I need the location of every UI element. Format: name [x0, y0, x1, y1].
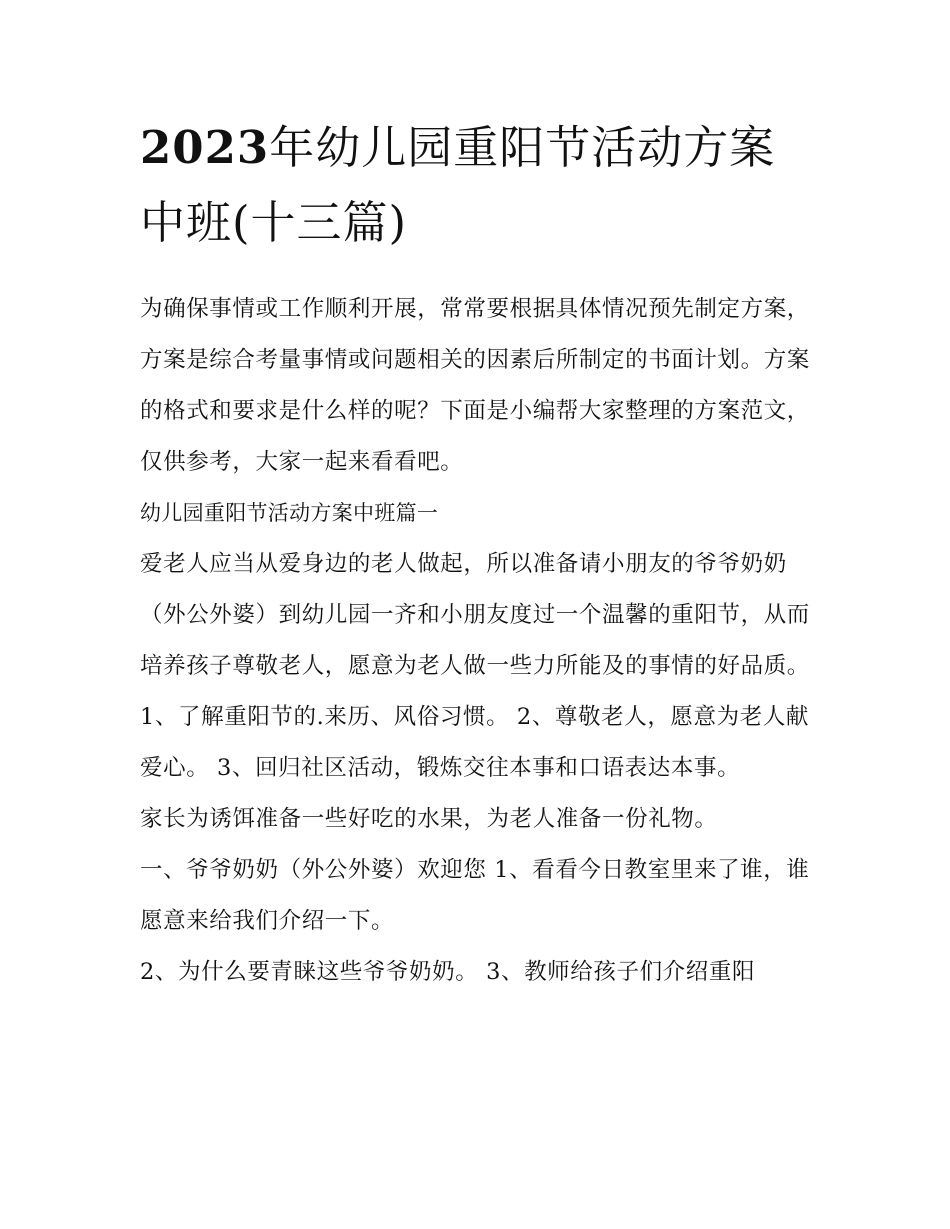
- title-year: 2023: [140, 121, 270, 174]
- body-paragraph: 1、了解重阳节的.来历、风俗习惯。 2、尊敬老人，愿意为老人献爱心。 3、回归社区活动，锻炼交往本事和口语表达本事。: [140, 704, 810, 781]
- title-text: 年幼儿园重阳节活动方案中班(十三篇): [140, 121, 776, 249]
- body-paragraph: 爱老人应当从爱身边的老人做起，所以准备请小朋友的爷爷奶奶（外公外婆）到幼儿园一齐和小朋友度过一个温馨的重阳节，从而培养孩子尊敬老人，愿意为老人做一些力所能及的事情的好品质。: [140, 551, 810, 679]
- body-paragraph: 2、为什么要青睐这些爷爷奶奶。 3、教师给孩子们介绍重阳: [140, 959, 756, 985]
- body-paragraph: 一、爷爷奶奶（外公外婆）欢迎您 1、看看今日教室里来了谁，谁愿意来给我们介绍一下。: [140, 857, 810, 934]
- intro-paragraph: 为确保事情或工作顺利开展，常常要根据具体情况预先制定方案，方案是综合考量事情或问题相关的因素后所制定的书面计划。方案的格式和要求是什么样的呢？下面是小编帮大家整理的方案范文，仅供参考，大家一起来看看吧。: [140, 296, 810, 475]
- document-title: [140, 110, 815, 260]
- section-heading: 幼儿园重阳节活动方案中班篇一: [140, 501, 439, 525]
- document-page: [140, 110, 815, 998]
- document-body: [140, 284, 815, 998]
- body-paragraph: 家长为诱饵准备一些好吃的水果，为老人准备一份礼物。: [140, 806, 718, 832]
